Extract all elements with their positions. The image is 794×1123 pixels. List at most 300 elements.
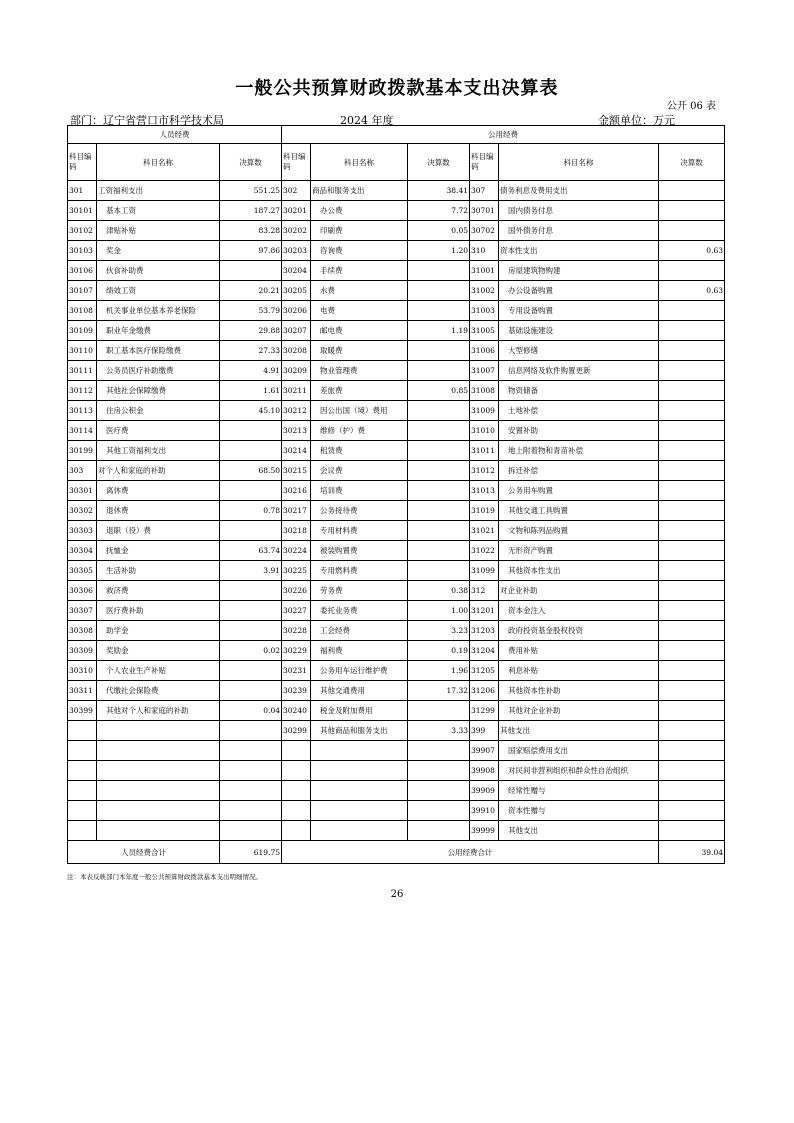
- amount-cell: [220, 661, 282, 681]
- code-cell: 30207: [282, 321, 311, 341]
- name-cell: [97, 741, 220, 761]
- name-cell: 其他支出: [499, 721, 659, 741]
- expenditure-table: [67, 125, 725, 864]
- amount-cell: 38.41: [408, 181, 470, 201]
- name-cell: 其他支出: [499, 821, 659, 841]
- name-cell: 救济费: [97, 581, 220, 601]
- name-cell: 劳务费: [311, 581, 408, 601]
- code-cell: 30304: [68, 541, 97, 561]
- code-cell: 31299: [470, 701, 499, 721]
- code-cell: 31002: [470, 281, 499, 301]
- table-row: [68, 741, 725, 761]
- public-header: 公用经费: [282, 126, 725, 144]
- code-cell: 30306: [68, 581, 97, 601]
- code-cell: 30108: [68, 301, 97, 321]
- amount-cell: 0.05: [408, 221, 470, 241]
- name-cell: [97, 781, 220, 801]
- name-cell: 资本性支出: [499, 241, 659, 261]
- name-cell: 其他资本性补助: [499, 681, 659, 701]
- table-row: [68, 641, 725, 661]
- table-row: [68, 321, 725, 341]
- amount-cell: [220, 781, 282, 801]
- code-cell: 30111: [68, 361, 97, 381]
- name-cell: 个人农业生产补贴: [97, 661, 220, 681]
- page-number: 26: [390, 889, 404, 900]
- table-row: [68, 601, 725, 621]
- code-cell: 30214: [282, 441, 311, 461]
- name-cell: [97, 821, 220, 841]
- amount-cell: [659, 341, 725, 361]
- amount-cell: 0.02: [220, 641, 282, 661]
- code-cell: 30113: [68, 401, 97, 421]
- code-cell: 31008: [470, 381, 499, 401]
- amount-cell: 27.33: [220, 341, 282, 361]
- code-cell: 30212: [282, 401, 311, 421]
- name-cell: 专用设备购置: [499, 301, 659, 321]
- name-cell: [97, 761, 220, 781]
- amount-cell: [659, 621, 725, 641]
- code-cell: 301: [68, 181, 97, 201]
- name-cell: 咨询费: [311, 241, 408, 261]
- code-cell: 30103: [68, 241, 97, 261]
- amount-cell: [408, 301, 470, 321]
- table-row: [68, 201, 725, 221]
- amount-cell: [408, 421, 470, 441]
- amount-cell: [408, 701, 470, 721]
- code-cell: 302: [282, 181, 311, 201]
- name-cell: 商品和服务支出: [311, 181, 408, 201]
- amount-cell: 3.23: [408, 621, 470, 641]
- code-cell: 39909: [470, 781, 499, 801]
- amount-cell: 63.74: [220, 541, 282, 561]
- amount-cell: 0.63: [659, 281, 725, 301]
- code-cell: 30702: [470, 221, 499, 241]
- name-cell: 抚恤金: [97, 541, 220, 561]
- amount-cell: 68.50: [220, 461, 282, 481]
- name-cell: 邮电费: [311, 321, 408, 341]
- department-label: 部门：辽宁省营口市科学技术局: [70, 114, 224, 127]
- name-cell: [311, 741, 408, 761]
- name-cell: 地上附着物和青苗补偿: [499, 441, 659, 461]
- amount-cell: 53.79: [220, 301, 282, 321]
- name-cell: 国内债务付息: [499, 201, 659, 221]
- code-cell: 31203: [470, 621, 499, 641]
- name-cell: 委托业务费: [311, 601, 408, 621]
- code-cell: 30211: [282, 381, 311, 401]
- code-cell: 31013: [470, 481, 499, 501]
- name-cell: 工资福利支出: [97, 181, 220, 201]
- code-cell: 31019: [470, 501, 499, 521]
- table-row: [68, 401, 725, 421]
- code-cell: 30201: [282, 201, 311, 221]
- amount-cell: [659, 221, 725, 241]
- code-cell: 31012: [470, 461, 499, 481]
- amount-cell: [408, 541, 470, 561]
- code-cell: 31010: [470, 421, 499, 441]
- name-cell: 无形资产购置: [499, 541, 659, 561]
- name-cell: 退职（役）费: [97, 521, 220, 541]
- name-cell: 印刷费: [311, 221, 408, 241]
- code-cell: 31206: [470, 681, 499, 701]
- amount-cell: 17.32: [408, 681, 470, 701]
- code-cell: 30224: [282, 541, 311, 561]
- amount-cell: 1.61: [220, 381, 282, 401]
- totals-row: [68, 841, 725, 864]
- name-cell: 其他社会保障缴费: [97, 381, 220, 401]
- name-cell: 办公设备购置: [499, 281, 659, 301]
- code-header: 科目编码: [470, 144, 499, 181]
- name-header: 科目名称: [97, 144, 220, 181]
- name-cell: 国外债务付息: [499, 221, 659, 241]
- table-row: [68, 461, 725, 481]
- table-row: [68, 241, 725, 261]
- amount-cell: 1.19: [408, 321, 470, 341]
- code-cell: [68, 721, 97, 741]
- amount-cell: [659, 641, 725, 661]
- table-row: [68, 501, 725, 521]
- table-row: [68, 421, 725, 441]
- name-cell: [97, 801, 220, 821]
- code-cell: 31201: [470, 601, 499, 621]
- amount-cell: 0.38: [408, 581, 470, 601]
- amount-cell: 3.33: [408, 721, 470, 741]
- personnel-header: 人员经费: [68, 126, 282, 144]
- public-total-value: 39.04: [659, 841, 725, 864]
- amount-cell: [659, 661, 725, 681]
- code-cell: 31001: [470, 261, 499, 281]
- code-cell: 30311: [68, 681, 97, 701]
- amount-cell: [220, 481, 282, 501]
- amount-cell: [220, 761, 282, 781]
- table-row: [68, 221, 725, 241]
- amount-cell: [659, 741, 725, 761]
- amount-cell: 1.96: [408, 661, 470, 681]
- code-cell: 30310: [68, 661, 97, 681]
- code-cell: 30239: [282, 681, 311, 701]
- amount-cell: [408, 561, 470, 581]
- code-cell: 31099: [470, 561, 499, 581]
- name-cell: 公务用车运行维护费: [311, 661, 408, 681]
- name-cell: 生活补助: [97, 561, 220, 581]
- name-cell: 其他对个人和家庭的补助: [97, 701, 220, 721]
- amount-cell: [220, 621, 282, 641]
- code-cell: 39910: [470, 801, 499, 821]
- name-cell: 住房公积金: [97, 401, 220, 421]
- code-cell: 30102: [68, 221, 97, 241]
- code-cell: 30216: [282, 481, 311, 501]
- name-cell: 奖金: [97, 241, 220, 261]
- code-cell: [68, 741, 97, 761]
- name-cell: 基本工资: [97, 201, 220, 221]
- amount-cell: [659, 701, 725, 721]
- form-number: 公开 06 表: [666, 101, 716, 112]
- name-cell: 会议费: [311, 461, 408, 481]
- name-cell: 专用燃料费: [311, 561, 408, 581]
- amount-cell: [408, 281, 470, 301]
- code-cell: 310: [470, 241, 499, 261]
- name-cell: 津贴补贴: [97, 221, 220, 241]
- amount-cell: 45.10: [220, 401, 282, 421]
- name-header: 科目名称: [499, 144, 659, 181]
- code-cell: 30231: [282, 661, 311, 681]
- code-cell: 31006: [470, 341, 499, 361]
- code-cell: 30303: [68, 521, 97, 541]
- year-label: 2024 年度: [340, 114, 394, 127]
- name-cell: 基础设施建设: [499, 321, 659, 341]
- amount-cell: [659, 261, 725, 281]
- code-cell: 31009: [470, 401, 499, 421]
- amount-cell: [408, 741, 470, 761]
- amount-cell: [659, 501, 725, 521]
- table-row: [68, 721, 725, 741]
- name-cell: 对企业补助: [499, 581, 659, 601]
- table-row: [68, 521, 725, 541]
- amount-cell: 0.63: [659, 241, 725, 261]
- code-cell: [68, 761, 97, 781]
- amount-header: 决算数: [408, 144, 470, 181]
- name-cell: 公务员医疗补助缴费: [97, 361, 220, 381]
- amount-cell: [408, 341, 470, 361]
- amount-cell: [659, 761, 725, 781]
- name-cell: 经常性赠与: [499, 781, 659, 801]
- table-row: [68, 261, 725, 281]
- table-row: [68, 761, 725, 781]
- name-cell: 信息网络及软件购置更新: [499, 361, 659, 381]
- code-cell: 31003: [470, 301, 499, 321]
- code-cell: 30110: [68, 341, 97, 361]
- amount-cell: 0.04: [220, 701, 282, 721]
- amount-cell: 0.19: [408, 641, 470, 661]
- amount-cell: 1.00: [408, 601, 470, 621]
- amount-cell: 4.91: [220, 361, 282, 381]
- amount-cell: [659, 581, 725, 601]
- code-cell: [282, 761, 311, 781]
- code-header: 科目编码: [68, 144, 97, 181]
- amount-cell: [659, 301, 725, 321]
- amount-cell: [659, 381, 725, 401]
- table-row: [68, 441, 725, 461]
- code-cell: 399: [470, 721, 499, 741]
- name-cell: [311, 801, 408, 821]
- amount-cell: [220, 721, 282, 741]
- amount-cell: 3.91: [220, 561, 282, 581]
- name-cell: 福利费: [311, 641, 408, 661]
- amount-cell: [408, 801, 470, 821]
- amount-cell: [659, 401, 725, 421]
- amount-cell: [220, 681, 282, 701]
- table-row: [68, 821, 725, 841]
- name-cell: [311, 781, 408, 801]
- name-cell: 医疗费: [97, 421, 220, 441]
- amount-cell: 97.86: [220, 241, 282, 261]
- name-cell: 其他交通费用: [311, 681, 408, 701]
- amount-cell: [659, 481, 725, 501]
- code-cell: 30308: [68, 621, 97, 641]
- amount-cell: [659, 601, 725, 621]
- amount-cell: [220, 801, 282, 821]
- name-cell: 土地补偿: [499, 401, 659, 421]
- table-row: [68, 581, 725, 601]
- amount-cell: [659, 681, 725, 701]
- name-cell: 维修（护）费: [311, 421, 408, 441]
- amount-cell: 551.25: [220, 181, 282, 201]
- name-cell: 租赁费: [311, 441, 408, 461]
- amount-cell: [220, 581, 282, 601]
- code-cell: 31022: [470, 541, 499, 561]
- name-cell: 医疗费补助: [97, 601, 220, 621]
- name-header: 科目名称: [311, 144, 408, 181]
- name-cell: 取暖费: [311, 341, 408, 361]
- code-cell: 30204: [282, 261, 311, 281]
- table-row: [68, 701, 725, 721]
- table-row: [68, 361, 725, 381]
- code-cell: 30228: [282, 621, 311, 641]
- amount-cell: 83.28: [220, 221, 282, 241]
- table-row: [68, 541, 725, 561]
- table-row: [68, 341, 725, 361]
- code-cell: 30240: [282, 701, 311, 721]
- table-row: [68, 281, 725, 301]
- amount-cell: 0.85: [408, 381, 470, 401]
- amount-cell: [408, 761, 470, 781]
- code-cell: [282, 741, 311, 761]
- code-cell: 30107: [68, 281, 97, 301]
- table-row: [68, 481, 725, 501]
- name-cell: 其他工资福利支出: [97, 441, 220, 461]
- amount-cell: 1.20: [408, 241, 470, 261]
- code-cell: 30101: [68, 201, 97, 221]
- code-cell: 39907: [470, 741, 499, 761]
- code-cell: 30109: [68, 321, 97, 341]
- name-cell: 公务用车购置: [499, 481, 659, 501]
- amount-cell: [220, 741, 282, 761]
- amount-cell: [659, 561, 725, 581]
- name-cell: 利息补贴: [499, 661, 659, 681]
- amount-cell: 187.27: [220, 201, 282, 221]
- code-cell: 30213: [282, 421, 311, 441]
- code-cell: [68, 781, 97, 801]
- code-cell: [282, 801, 311, 821]
- name-cell: 对民间非营利组织和群众性自治组织: [499, 761, 659, 781]
- name-cell: 绩效工资: [97, 281, 220, 301]
- name-cell: 资本金注入: [499, 601, 659, 621]
- code-cell: 303: [68, 461, 97, 481]
- name-cell: 房屋建筑物购建: [499, 261, 659, 281]
- name-cell: [311, 821, 408, 841]
- code-cell: 30305: [68, 561, 97, 581]
- name-cell: 政府投资基金股权投资: [499, 621, 659, 641]
- personnel-total-label: 人员经费合计: [68, 841, 220, 864]
- name-cell: 对个人和家庭的补助: [97, 461, 220, 481]
- amount-cell: [659, 181, 725, 201]
- name-cell: 公务接待费: [311, 501, 408, 521]
- code-cell: [68, 821, 97, 841]
- table-row: [68, 561, 725, 581]
- name-cell: 其他资本性支出: [499, 561, 659, 581]
- amount-cell: 29.88: [220, 321, 282, 341]
- name-cell: 工会经费: [311, 621, 408, 641]
- table-row: [68, 801, 725, 821]
- table-row: [68, 181, 725, 201]
- amount-cell: [659, 821, 725, 841]
- code-cell: 30399: [68, 701, 97, 721]
- amount-cell: [408, 501, 470, 521]
- name-cell: 代缴社会保险费: [97, 681, 220, 701]
- code-cell: 307: [470, 181, 499, 201]
- amount-cell: [659, 521, 725, 541]
- amount-cell: [408, 401, 470, 421]
- name-cell: 机关事业单位基本养老保险: [97, 301, 220, 321]
- name-cell: 职工基本医疗保险缴费: [97, 341, 220, 361]
- code-cell: 30227: [282, 601, 311, 621]
- amount-header: 决算数: [659, 144, 725, 181]
- amount-cell: [408, 481, 470, 501]
- table-row: [68, 381, 725, 401]
- amount-cell: 7.72: [408, 201, 470, 221]
- name-cell: 其他商品和服务支出: [311, 721, 408, 741]
- code-cell: 30302: [68, 501, 97, 521]
- name-cell: 其他交通工具购置: [499, 501, 659, 521]
- code-cell: 31205: [470, 661, 499, 681]
- page-title: 一般公共预算财政拨款基本支出决算表: [235, 78, 559, 99]
- code-cell: 39999: [470, 821, 499, 841]
- code-cell: 30199: [68, 441, 97, 461]
- amount-cell: 20.21: [220, 281, 282, 301]
- amount-cell: [220, 441, 282, 461]
- code-cell: 30202: [282, 221, 311, 241]
- name-cell: 拆迁补偿: [499, 461, 659, 481]
- code-cell: 31204: [470, 641, 499, 661]
- code-cell: 30229: [282, 641, 311, 661]
- code-cell: 30225: [282, 561, 311, 581]
- table-row: [68, 621, 725, 641]
- name-cell: 电费: [311, 301, 408, 321]
- amount-cell: [408, 361, 470, 381]
- code-cell: [282, 821, 311, 841]
- name-cell: 税金及附加费用: [311, 701, 408, 721]
- name-cell: 大型修缮: [499, 341, 659, 361]
- name-cell: 文物和陈列品购置: [499, 521, 659, 541]
- amount-cell: [220, 261, 282, 281]
- code-cell: 30218: [282, 521, 311, 541]
- code-cell: 31011: [470, 441, 499, 461]
- code-cell: 30301: [68, 481, 97, 501]
- amount-cell: [659, 441, 725, 461]
- column-header-row: [68, 144, 725, 181]
- name-cell: [97, 721, 220, 741]
- name-cell: 费用补贴: [499, 641, 659, 661]
- amount-cell: [408, 821, 470, 841]
- code-cell: 30215: [282, 461, 311, 481]
- amount-cell: [659, 321, 725, 341]
- code-cell: 31005: [470, 321, 499, 341]
- unit-label: 金额单位：万元: [598, 114, 675, 127]
- name-cell: 奖励金: [97, 641, 220, 661]
- name-cell: 离休费: [97, 481, 220, 501]
- name-cell: 职业年金缴费: [97, 321, 220, 341]
- name-cell: 债务利息及费用支出: [499, 181, 659, 201]
- amount-cell: [659, 201, 725, 221]
- amount-cell: [408, 441, 470, 461]
- amount-cell: [659, 721, 725, 741]
- amount-cell: [659, 461, 725, 481]
- code-cell: 30208: [282, 341, 311, 361]
- code-cell: 30217: [282, 501, 311, 521]
- name-cell: 资本性赠与: [499, 801, 659, 821]
- name-cell: 被装购置费: [311, 541, 408, 561]
- code-header: 科目编码: [282, 144, 311, 181]
- amount-header: 决算数: [220, 144, 282, 181]
